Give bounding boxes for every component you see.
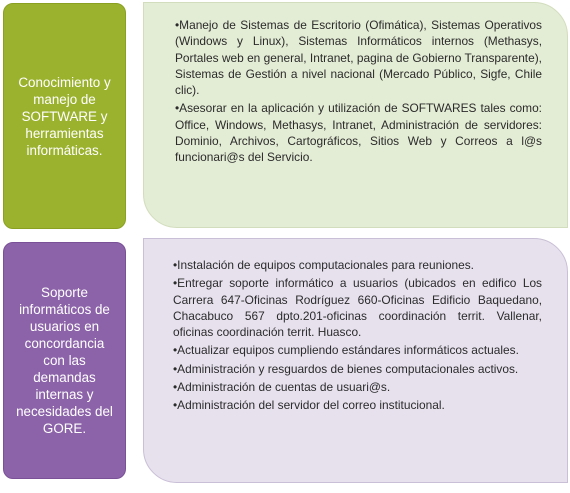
- label-line: internas y: [35, 387, 94, 402]
- bullet-dot-icon: •: [173, 361, 178, 376]
- bullet-item: [175, 17, 542, 98]
- bullet-text: Entregar soporte informático a usuarios (ubicados en edifico Los Carrera 647-Oficinas Rodríguez 660-Oficinas Edificio Baquedano, Chacabuco 567 dpto.201-oficinas coordinación territ. Vallenar, oficinas coordinación territ. Huasco.: [173, 276, 542, 340]
- bullet-text: Administración de cuentas de usuari@s.: [177, 380, 391, 395]
- bullet-dot-icon: •: [173, 380, 178, 395]
- bullet-text: Actualizar equipos cumpliendo estándares informáticos actuales.: [177, 343, 519, 358]
- bullet-item: [173, 379, 542, 395]
- bullet-item: [173, 361, 542, 377]
- bullet-dot-icon: •: [173, 258, 178, 272]
- bullet-item: [173, 397, 542, 413]
- label-line: Soporte: [41, 285, 88, 300]
- label-line: informáticas.: [26, 142, 103, 158]
- bullet-text: Administración y resguardos de bienes computacionales activos.: [177, 361, 519, 376]
- label-line: necesidades del: [16, 404, 113, 419]
- bullet-dot-icon: •: [173, 398, 178, 413]
- bullet-dot-icon: •: [175, 101, 180, 116]
- bullet-item: [173, 275, 542, 340]
- software-knowledge-label: [18, 74, 110, 159]
- software-knowledge-label-box: [3, 3, 126, 229]
- bullet-text: Administración del servidor del correo institucional.: [177, 398, 445, 413]
- label-line: demandas: [33, 370, 96, 385]
- user-support-label: [16, 284, 113, 437]
- label-line: manejo de: [33, 91, 96, 107]
- label-line: SOFTWARE y: [21, 108, 108, 124]
- label-line: Conocimiento y: [18, 74, 111, 90]
- label-line: GORE.: [42, 421, 87, 436]
- label-line: herramientas: [25, 125, 104, 141]
- bullet-text: Instalación de equipos computacionales para reuniones.: [177, 258, 474, 272]
- bullet-dot-icon: •: [173, 276, 178, 291]
- label-line: concordancia: [24, 336, 105, 351]
- bullet-dot-icon: •: [175, 18, 180, 32]
- bullet-text: Manejo de Sistemas de Escritorio (Ofimática), Sistemas Operativos (Windows y Linux), Sistemas Informáticos internos (Methasys, Portales web en general, Intranet, pagina de Gobierno Transparente), Sistemas de Gestión a nivel nacional (Mercado Público, Sigfe, Chile clic).: [175, 18, 542, 98]
- bullet-dot-icon: •: [173, 343, 178, 358]
- bullet-item: [173, 257, 542, 273]
- user-support-details-panel: [143, 238, 568, 483]
- user-support-label-box: [3, 242, 126, 479]
- bullet-text: Asesorar en la aplicación y utilización de SOFTWARES tales como: Office, Windows, Methasys, Intranet, Administración de servidores: Dominio, Archivos, Cartográficos, Sitios Web y Correos a l@s funcionari@s del Servicio.: [175, 101, 542, 165]
- label-line: informáticos de: [19, 302, 110, 317]
- label-line: con las: [43, 353, 86, 368]
- bullet-item: [175, 100, 542, 165]
- bullet-item: [173, 342, 542, 358]
- label-line: usuarios en: [29, 319, 100, 334]
- software-knowledge-details-panel: [143, 2, 568, 228]
